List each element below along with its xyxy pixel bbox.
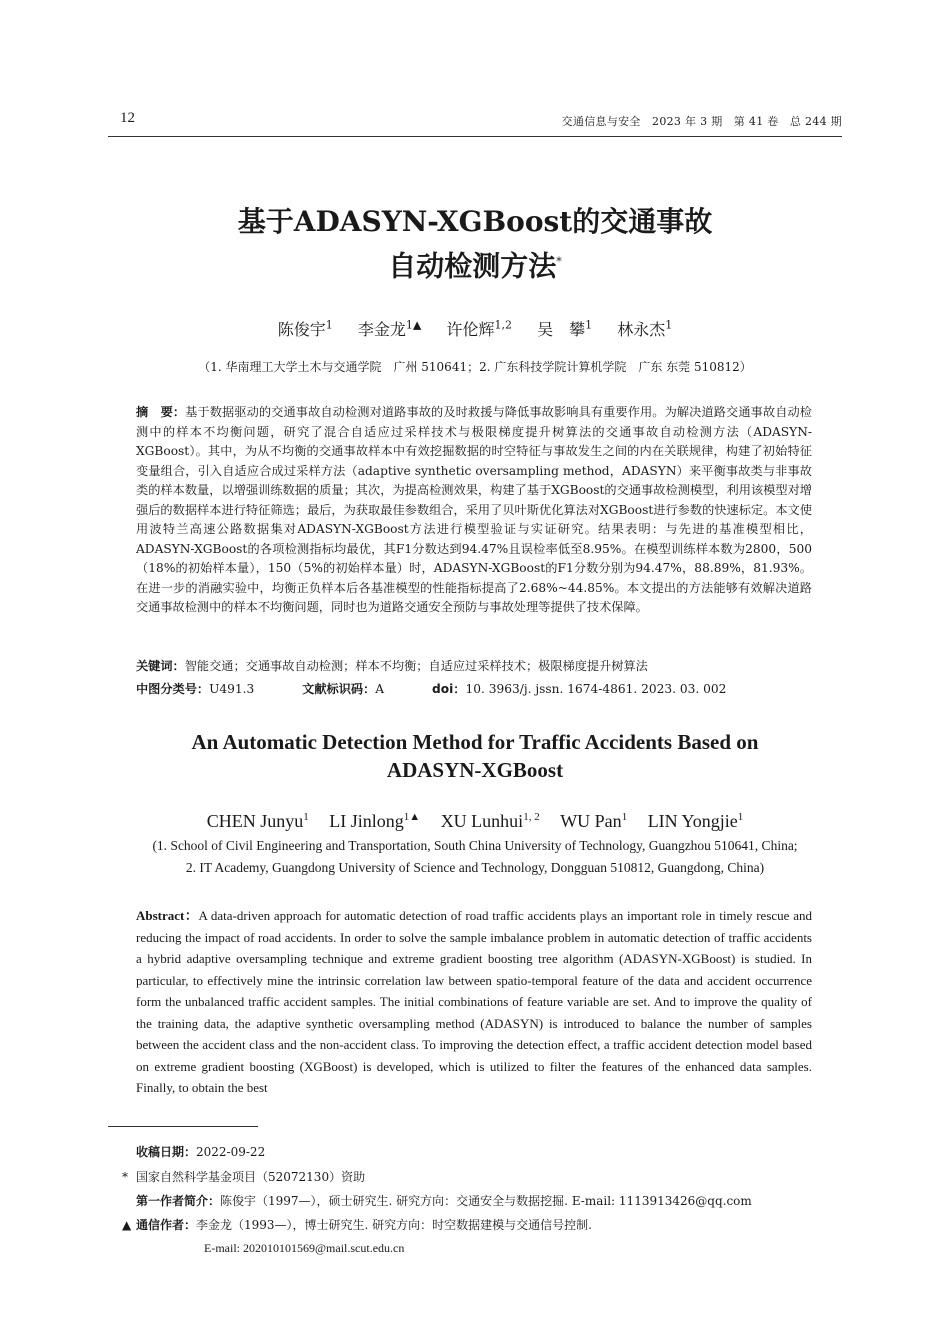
footnote-corresponding-email: E-mail: 202010101569@mail.scut.edu.cn — [204, 1241, 405, 1255]
keywords-text: 智能交通；交通事故自动检测；样本不均衡；自适应过采样技术；极限梯度提升树算法 — [184, 659, 648, 673]
footnote-fund: * 国家自然科学基金项目（52072130）资助 — [122, 1170, 366, 1184]
author-en: LI Jinlong$^{1▲}$ — [329, 811, 421, 831]
author-cn: 林永杰$^1$ — [617, 318, 673, 339]
footnote-corresponding: ▲ 通信作者：李金龙（1993—），博士研究生. 研究方向：时空数据建模与交通信号控制. — [122, 1218, 593, 1232]
title-cn-line2 — [0, 242, 950, 286]
abstract-en-text: A data-driven approach for automatic detection of road traffic accidents plays an important role in timely rescue and reducing the impact of road accidents. In order to solve the sample imbalance problem in automatic detection of traffic accidents a hybrid adaptive oversampling technique and extreme gradient boosting tree algorithm (ADASYN-XGBoost) is studied. In particular, to effectively mine the intrinsic correlation law between spatio-temporal feature of the data and accident occurrence form the unbalanced traffic accident samples. The initial combinations of feature variable are set. And to improve the quality of the training data, the adaptive synthetic oversampling method (ADASYN) is introduced to balance the number of samples between the accident class and the non-accident class. To improving the detection effect, a traffic accident detection model based on extreme gradient boosting (XGBoost) is developed, which is utilized to filter the features of the enhanced data samples. Finally, to obtain the best — [136, 908, 812, 1095]
authors-cn — [0, 317, 950, 340]
abstract-cn-text: 基于数据驱动的交通事故自动检测对道路事故的及时救援与降低事故影响具有重要作用。为解决道路交通事故自动检测中的样本不均衡问题，研究了混合自适应过采样技术与极限梯度提升树算法的交通事故自动检测方法（ADASYN-XGBoost）。其中，为从不均衡的交通事故样本中有效挖掘数据的时空特征与事故发生之间的内在关联规律，构建了初始特征变量组合，引入自适应合成过采样方法（adaptive synthetic oversampling method，ADASYN）来平衡事故类与非事故类的样本数量，以增强训练数据的质量；其次，为提高检测效果，构建了基于XGBoost的交通事故检测模型，利用该模型对增强后的数据样本进行特征筛选；最后，为获取最佳参数组合，采用了贝叶斯优化算法对XGBoost进行参数的快速标定。本文使用波特兰高速公路数据集对ADASYN-XGBoost方法进行模型验证与实证研究。结果表明：与先进的基准模型相比，ADASYN-XGBoost的各项检测指标均最优，其F1分数达到94.47%且误检率低至8.95%。在模型训练样本数为2800，500（18%的初始样本量），150（5%的初始样本量）时，ADASYN-XGBoost的F1分数分别为94.47%，88.89%，81.93%。在进一步的消融实验中，均衡正负样本后各基准模型的性能指标提高了2.68%~44.85%。本文提出的方法能够有效解决道路交通事故检测中的样本不均衡问题，同时也为道路交通安全预防与事故处理等提供了技术保障。 — [136, 405, 812, 614]
author-cn: 吴 攀$^1$ — [537, 318, 593, 339]
title-en-line1: An Automatic Detection Method for Traffic Accidents Based on — [191, 730, 759, 754]
author-cn: 陈俊宇$^1$ — [277, 318, 333, 339]
authors-en — [0, 811, 950, 832]
journal-info: 交通信息与安全 2023 年 3 期 第 41 卷 总 244 期 — [561, 115, 842, 128]
clc-value: U491.3 — [209, 682, 255, 696]
keywords — [136, 657, 648, 674]
running-header — [108, 110, 842, 137]
footnote-divider — [108, 1126, 258, 1127]
doc-code-value: A — [375, 682, 385, 696]
title-footnote-mark: * — [556, 255, 562, 268]
doc-code-label: 文献标识码： — [302, 682, 376, 696]
affiliation-en-line2: 2. IT Academy, Guangdong University of Science and Technology, Dongguan 510812, Guangdong, China) — [185, 860, 765, 875]
footnote-received: 收稿日期：2022-09-22 — [136, 1145, 266, 1159]
title-cn-line2-text: 自动检测方法 — [388, 249, 557, 283]
author-en: WU Pan$^1$ — [560, 811, 628, 831]
abstract-en-label: Abstract： — [136, 908, 199, 923]
classification-line — [136, 680, 726, 697]
keywords-label: 关键词： — [136, 659, 185, 673]
title-cn-line1: 基于ADASYN-XGBoost的交通事故 — [237, 205, 713, 238]
author-en: XU Lunhui$^{1, 2}$ — [440, 811, 540, 831]
affiliation-cn: （1. 华南理工大学土木与交通学院 广州 510641；2. 广东科技学院计算机学院 广东 东莞 510812） — [198, 360, 752, 374]
affiliation-en-line1: (1. School of Civil Engineering and Transportation, South China University of Technology, Guangzhou 510641, China; — [152, 838, 798, 853]
author-en: LIN Yongjie$^1$ — [647, 811, 744, 831]
page-number: 12 — [120, 110, 135, 126]
clc-label: 中图分类号： — [136, 682, 210, 696]
abstract-cn-label: 摘 要： — [136, 405, 186, 419]
doi-value: 10. 3963/j. jssn. 1674-4861. 2023. 03. 002 — [465, 682, 727, 696]
title-en-line2: ADASYN-XGBoost — [386, 758, 564, 782]
author-cn: 李金龙$^{1▲}$ — [357, 318, 422, 339]
footnote-first-author: 第一作者简介：陈俊宇（1997—），硕士研究生. 研究方向：交通安全与数据挖掘. E-mail: 1113913426@qq.com — [136, 1194, 752, 1208]
author-en: CHEN Junyu$^1$ — [206, 811, 309, 831]
doi-label: doi： — [431, 682, 466, 696]
author-cn: 许伦辉$^{1,2}$ — [446, 318, 512, 339]
abstract-en — [136, 905, 812, 1099]
abstract-cn — [136, 403, 812, 618]
